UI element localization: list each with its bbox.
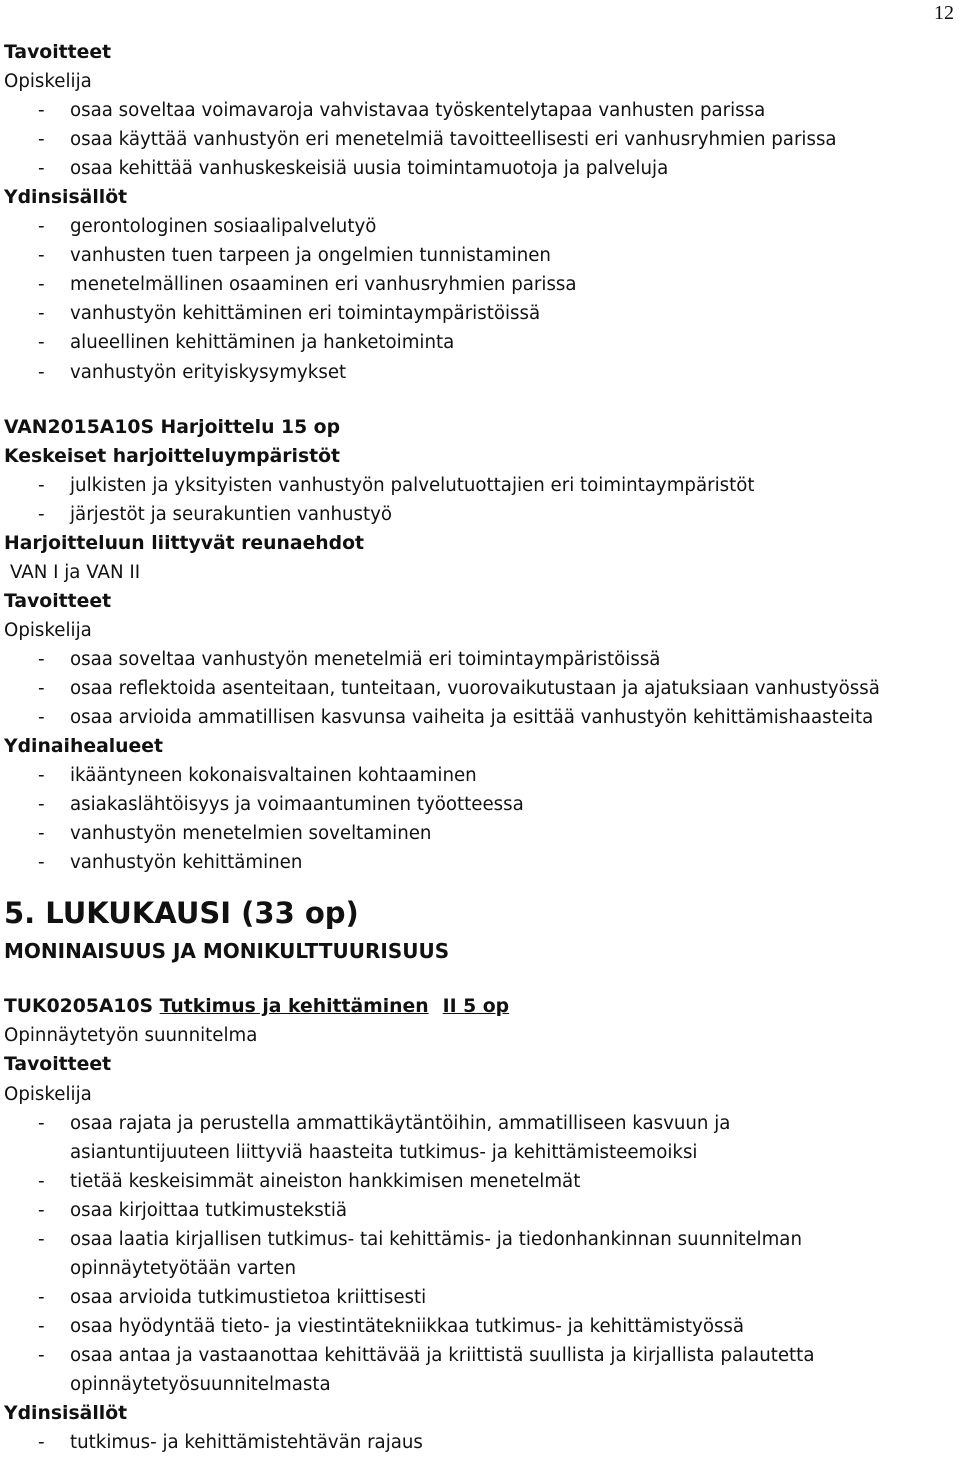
course-code: TUK0205A10S <box>4 996 154 1018</box>
label-opiskelija: Opiskelija <box>4 619 92 641</box>
list-item: - osaa rajata ja perustella ammattikäytäntöihin, ammatilliseen kasvuun ja <box>38 1112 731 1134</box>
heading-ydinsisallot: Ydinsisällöt <box>4 1403 128 1425</box>
list-item: - osaa arvioida ammatillisen kasvunsa vaiheita ja esittää vanhustyön kehittämishaasteita <box>38 707 874 729</box>
list-item-continuation: opinnäytetyösuunnitelmasta <box>70 1373 331 1395</box>
prerequisites: VAN I ja VAN II <box>10 561 141 583</box>
list-item: - menetelmällinen osaaminen eri vanhusryhmien parissa <box>38 274 577 296</box>
list-item: - osaa käyttää vanhustyön eri menetelmiä tavoitteellisesti eri vanhusryhmien parissa <box>38 129 837 151</box>
list-item: - vanhustyön erityiskysymykset <box>38 361 347 383</box>
list-item: - järjestöt ja seurakuntien vanhustyö <box>38 503 393 525</box>
heading-tavoitteet: Tavoitteet <box>4 1054 112 1076</box>
course-title <box>0 992 960 1021</box>
list-item: - vanhustyön kehittäminen <box>38 852 303 874</box>
course-title: VAN2015A10S Harjoittelu 15 op <box>4 416 341 438</box>
heading-tavoitteet: Tavoitteet <box>4 42 112 63</box>
heading-keskeiset: Keskeiset harjoitteluympäristöt <box>4 445 340 467</box>
list-item: - osaa soveltaa voimavaroja vahvistavaa työskentelytapaa vanhusten parissa <box>38 100 766 122</box>
list-item: - osaa soveltaa vanhustyön menetelmiä eri toimintaympäristöissä <box>38 648 661 670</box>
list-item: - asiakaslähtöisyys ja voimaantuminen työotteessa <box>38 794 524 816</box>
list-item: - vanhustyön kehittäminen eri toimintaympäristöissä <box>38 303 541 325</box>
list-item: - alueellinen kehittäminen ja hanketoiminta <box>38 332 455 354</box>
list-item: - julkisten ja yksityisten vanhustyön palvelutuottajien eri toimintaympäristöt <box>38 474 755 496</box>
list-item: - ikääntyneen kokonaisvaltainen kohtaaminen <box>38 765 477 787</box>
heading-reunaehdot: Harjoitteluun liittyvät reunaehdot <box>4 532 365 554</box>
list-item-continuation: asiantuntijuuteen liittyviä haasteita tutkimus- ja kehittämisteemoiksi <box>70 1141 698 1163</box>
list-item: - tietää keskeisimmät aineiston hankkimisen menetelmät <box>38 1170 581 1192</box>
heading-ydinsisallot: Ydinsisällöt <box>4 187 128 209</box>
list-item: - vanhusten tuen tarpeen ja ongelmien tunnistaminen <box>38 245 551 267</box>
list-item: - osaa kirjoittaa tutkimustekstiä <box>38 1199 348 1221</box>
list-item: - osaa reflektoida asenteitaan, tunteitaan, vuorovaikutustaan ja ajatuksiaan vanhustyössä <box>38 677 880 699</box>
list-item: - osaa hyödyntää tieto- ja viestintätekniikkaa tutkimus- ja kehittämistyössä <box>38 1315 745 1337</box>
page-number: 12 <box>934 2 954 24</box>
list-item: - osaa arvioida tutkimustietoa kriittisesti <box>38 1286 427 1308</box>
heading-ydinaihealueet: Ydinaihealueet <box>4 736 164 758</box>
heading-tavoitteet: Tavoitteet <box>4 590 112 612</box>
course-name: Tutkimus ja kehittäminen II 5 op <box>159 996 510 1018</box>
list-item: - tutkimus- ja kehittämistehtävän rajaus <box>38 1432 423 1454</box>
label-opiskelija: Opiskelija <box>4 71 92 93</box>
list-item: - osaa kehittää vanhuskeskeisiä uusia toimintamuotoja ja palveluja <box>38 158 669 180</box>
semester-subheading: MONINAISUUS JA MONIKULTTUURISUUS <box>4 939 450 964</box>
list-item: - gerontologinen sosiaalipalvelutyö <box>38 216 377 238</box>
list-item: - osaa laatia kirjallisen tutkimus- tai kehittämis- ja tiedonhankinnan suunnitelman <box>38 1228 802 1250</box>
course-subtitle: Opinnäytetyön suunnitelma <box>4 1025 258 1047</box>
semester-heading: 5. LUKUKAUSI (33 op) <box>4 896 359 931</box>
document-body <box>0 38 960 1457</box>
label-opiskelija: Opiskelija <box>4 1083 92 1105</box>
list-item: - osaa antaa ja vastaanottaa kehittävää ja kriittistä suullista ja kirjallista palautetta <box>38 1344 815 1366</box>
list-item: - vanhustyön menetelmien soveltaminen <box>38 823 432 845</box>
list-item-continuation: opinnäytetyötään varten <box>70 1257 296 1279</box>
